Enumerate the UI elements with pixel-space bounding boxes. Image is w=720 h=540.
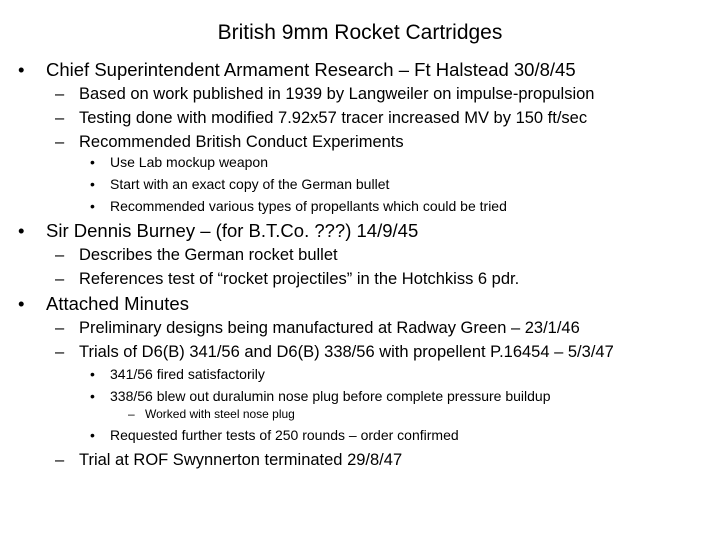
subsubitem-338-blew-out: 338/56 blew out duralumin nose plug before complete pressure buildup: [110, 388, 551, 404]
subitem-radway-green: Preliminary designs being manufactured at Radway Green – 23/1/46: [79, 319, 580, 337]
bullet-level1-chief-superintendent: Chief Superintendent Armament Research – Ft Halstead 30/8/45: [46, 59, 576, 80]
subitem-trials-d6b: Trials of D6(B) 341/56 and D6(B) 338/56 with propellent P.16454 – 5/3/47: [79, 343, 614, 361]
subitem-testing: Testing done with modified 7.92x57 tracer increased MV by 150 ft/sec: [79, 109, 588, 127]
subitem-hotchkiss: References test of “rocket projectiles” in the Hotchkiss 6 pdr.: [79, 270, 520, 288]
bullet-marker: •: [18, 220, 25, 241]
bullet-level1-dennis-burney: Sir Dennis Burney – (for B.T.Co. ???) 14/9/45: [46, 220, 419, 241]
dash-marker: –: [55, 343, 65, 361]
subitem-recommended: Recommended British Conduct Experiments: [79, 133, 404, 151]
dash-marker: –: [55, 133, 65, 151]
subitem-german-rocket-bullet: Describes the German rocket bullet: [79, 246, 338, 264]
dash-marker: –: [55, 451, 65, 469]
subsubitem-propellants: Recommended various types of propellants which could be tried: [110, 198, 507, 214]
bullet-marker: •: [90, 388, 95, 404]
bullet-marker: •: [90, 427, 95, 443]
dash-marker: –: [55, 109, 65, 127]
dash-marker: –: [55, 246, 65, 264]
subitem-swynnerton: Trial at ROF Swynnerton terminated 29/8/47: [79, 451, 403, 469]
bullet-level1-attached-minutes: Attached Minutes: [46, 293, 189, 314]
bullet-marker: •: [90, 366, 95, 382]
subsubitem-exact-copy: Start with an exact copy of the German bullet: [110, 176, 390, 192]
bullet-marker: •: [90, 176, 95, 192]
dash-marker: –: [128, 407, 135, 421]
dash-marker: –: [55, 270, 65, 288]
bullet-marker: •: [90, 154, 95, 170]
dash-marker: –: [55, 85, 65, 103]
bullet-marker: •: [18, 293, 25, 314]
subitem-langweiler: Based on work published in 1939 by Langweiler on impulse-propulsion: [79, 85, 595, 103]
dash-marker: –: [55, 319, 65, 337]
slide-title: British 9mm Rocket Cartridges: [217, 21, 503, 44]
bullet-marker: •: [18, 59, 25, 80]
bullet-marker: •: [90, 198, 95, 214]
level4-steel-nose-plug: Worked with steel nose plug: [145, 407, 295, 421]
subsubitem-further-tests: Requested further tests of 250 rounds – order confirmed: [110, 427, 459, 443]
subsubitem-mockup: Use Lab mockup weapon: [110, 154, 268, 170]
subsubitem-341-fired: 341/56 fired satisfactorily: [110, 366, 265, 382]
